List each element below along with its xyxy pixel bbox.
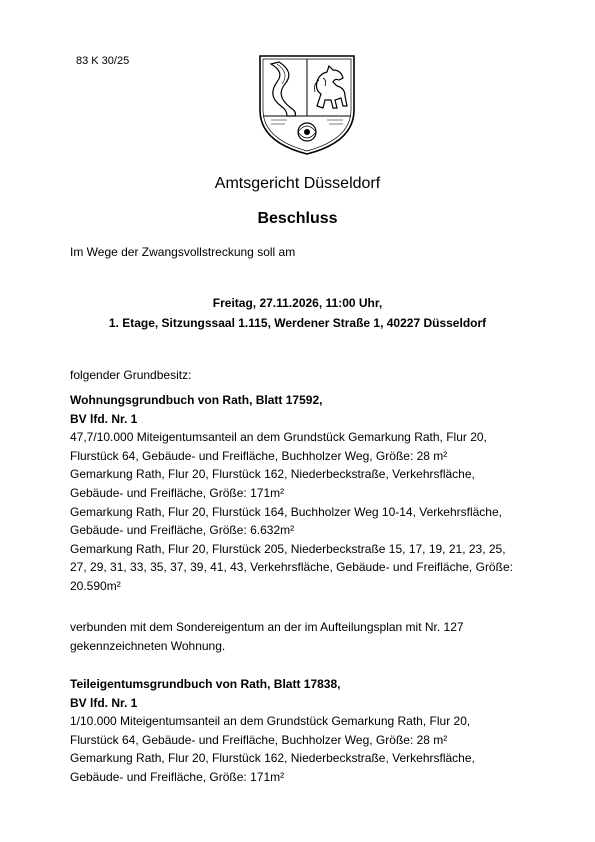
- block-line: Gemarkung Rath, Flur 20, Flurstück 164, Buchholzer Weg 10-14, Verkehrsfläche,: [70, 504, 502, 519]
- nrw-coat-of-arms-icon: [257, 50, 357, 156]
- block-line: 27, 29, 31, 33, 35, 37, 39, 41, 43, Verkehrsfläche, Gebäude- und Freifläche, Größe:: [70, 560, 513, 575]
- property-block-1: [70, 391, 540, 596]
- document-title: Beschluss: [257, 210, 338, 227]
- property-label: [70, 366, 540, 385]
- block-heading: Teileigentumsgrundbuch von Rath, Blatt 17838,: [70, 677, 341, 691]
- block-heading: Wohnungsgrundbuch von Rath, Blatt 17592,: [70, 393, 323, 407]
- auction-place-line: 1. Etage, Sitzungssaal 1.115, Werdener Straße 1, 40227 Düsseldorf: [108, 316, 487, 330]
- block-line: Flurstück 64, Gebäude- und Freifläche, Buchholzer Weg, Größe: 28 m²: [70, 448, 448, 463]
- block-line: 20.590m²: [70, 578, 121, 593]
- block-line: Flurstück 64, Gebäude- und Freifläche, Buchholzer Weg, Größe: 28 m²: [70, 732, 448, 747]
- block-line: Gemarkung Rath, Flur 20, Flurstück 205, Niederbeckstraße 15, 17, 19, 21, 23, 25,: [70, 541, 506, 556]
- grundbesitz-label: folgender Grundbesitz:: [70, 368, 192, 382]
- block-line: Gebäude- und Freifläche, Größe: 171m²: [70, 485, 285, 500]
- intro-text: Im Wege der Zwangsvollstreckung soll am: [70, 245, 296, 259]
- block-bv-number: BV lfd. Nr. 1: [70, 695, 138, 710]
- block-line: 47,7/10.000 Miteigentumsanteil an dem Grundstück Gemarkung Rath, Flur 20,: [70, 430, 487, 445]
- case-number: 83 K 30/25: [76, 55, 130, 67]
- court-name: Amtsgericht Düsseldorf: [214, 175, 381, 192]
- block-line: Gemarkung Rath, Flur 20, Flurstück 162, Niederbeckstraße, Verkehrsfläche,: [70, 751, 475, 766]
- property-block-2: [70, 675, 540, 787]
- block-bv-number: BV lfd. Nr. 1: [70, 411, 138, 426]
- block-line: Gebäude- und Freifläche, Größe: 6.632m²: [70, 523, 295, 538]
- note-line: gekennzeichneten Wohnung.: [70, 638, 226, 653]
- auction-date-line: Freitag, 27.11.2026, 11:00 Uhr,: [212, 296, 383, 310]
- block-line: Gebäude- und Freifläche, Größe: 171m²: [70, 769, 285, 784]
- block-line: Gemarkung Rath, Flur 20, Flurstück 162, Niederbeckstraße, Verkehrsfläche,: [70, 467, 475, 482]
- note-line: verbunden mit dem Sondereigentum an der im Aufteilungsplan mit Nr. 127: [70, 620, 464, 634]
- block-line: 1/10.000 Miteigentumsanteil an dem Grundstück Gemarkung Rath, Flur 20,: [70, 714, 471, 729]
- property-note-1: [70, 618, 540, 655]
